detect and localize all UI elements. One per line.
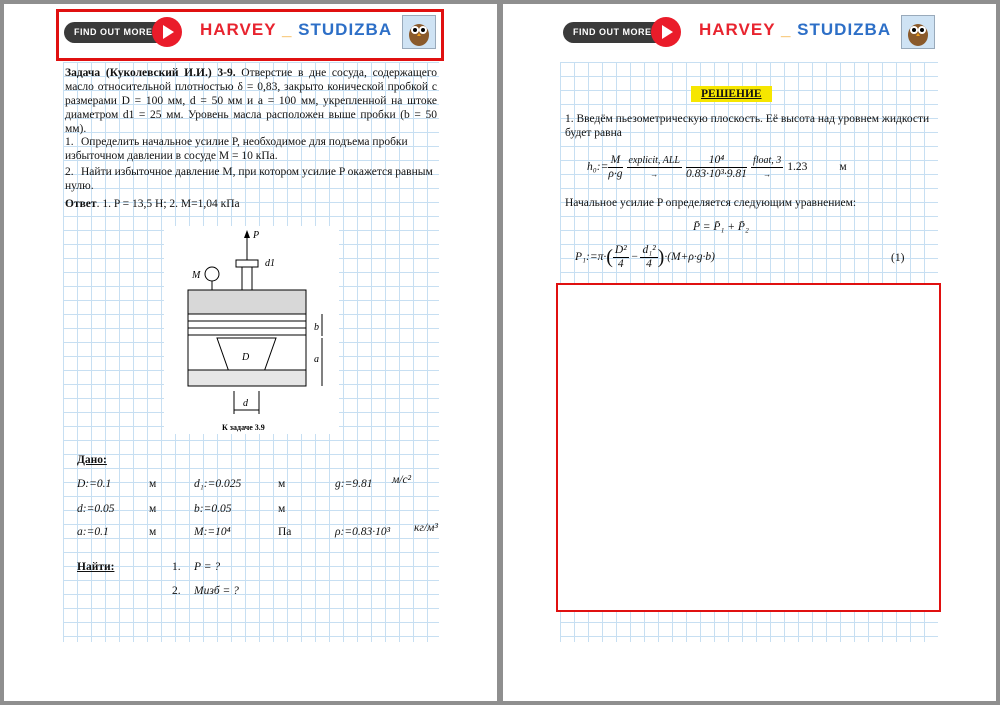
given-b-unit: м [278,503,286,515]
h0-equation [587,150,847,184]
answer-text: . 1. P = 13,5 Н; 2. M=1,04 кПа [96,198,240,210]
given-D-unit: м [149,478,157,490]
question-1: 1. Определить начальное усилие P, необходимое для подъема пробки избыточном давлении в сосуде M = 10 кПа. [65,136,408,162]
given-g: g:=9.81 [335,478,373,490]
left-page [4,4,497,701]
figure-caption: К задаче 3.9 [222,423,265,432]
given-b: b:=0.05 [194,503,232,515]
brand-part-3: STUDIZBA [298,20,393,39]
p1-equation-number: (1) [891,252,905,264]
given-d: d:=0.05 [77,503,115,515]
given-a-unit: м [149,526,157,538]
find-2-expr: Mизб = ? [194,585,239,597]
brand-part-3-right: STUDIZBA [797,20,892,39]
given-d1: d₁:=0.025 [194,478,242,490]
label-big-d: D [242,352,250,363]
brand-part-2: _ [281,20,293,39]
play-icon [152,17,182,47]
h0-num2: 10⁴ [686,154,747,168]
find-label: Найти: [77,561,115,573]
h0-fraction-2 [686,154,747,181]
label-p: P [253,230,260,241]
cta-label-right: FIND OUT MORE [563,22,667,43]
question-1-text: Определить начальное усилие P, необходимое для подъема пробки избыточном давлении в сосуде M = 10 кПа. [65,136,408,162]
h0-unit: м [839,161,847,173]
label-b: b [314,322,319,333]
h0-op1: $\frac{\text{explicit, ALL}}{\to}$ [628,154,680,179]
question-2: 2. Найти избыточное давление M, при котором усилие P окажется равным нулю. [65,166,433,192]
brand-part-2-right: _ [780,20,792,39]
brand-part-1: HARVEY [200,20,277,39]
brand-part-1-right: HARVEY [699,20,776,39]
brand-logo[interactable] [200,20,392,40]
label-d1: d1 [265,258,275,269]
question-2-text: Найти избыточное давление M, при котором усилие P окажется равным нулю. [65,166,433,192]
problem-statement [65,66,437,136]
given-M: M:=10⁴ [194,526,231,538]
given-rho: ρ:=0.83·10³ [335,526,391,538]
given-M-unit: Па [278,526,292,538]
given-D: D:=0.1 [77,478,112,490]
h0-op2-label: float, 3 [752,154,782,166]
owl-avatar-icon-right [901,15,935,49]
h0-den2: 0.83·10³·9.81 [685,167,747,180]
given-d-unit: м [149,503,157,515]
given-d1-unit: м [278,478,286,490]
h0-lhs: h₀:= [587,161,609,173]
given-g-unit: м/с² [392,474,412,486]
p1-lhs: P₁:=π· [575,251,607,263]
p1-frac1-den: 4 [617,257,624,270]
problem-figure [164,226,339,434]
h0-num: M [608,154,622,168]
p-equation: P̄ = P̄₁ + P̄₂ [693,221,749,233]
p1-frac2-den: 4 [646,257,652,270]
right-page [503,4,996,701]
p1-equation: P₁:=π· ( $\frac{\text{D²}}{4}$ − $\frac{\text{d₁²}}{4}$ ) ·(M+ρ·g·b) [575,243,715,270]
h0-fraction [608,154,622,181]
p1-frac2 [640,244,657,271]
h0-op1-label: explicit, ALL [628,154,680,166]
play-icon-right [651,17,681,47]
highlight-box [556,283,941,612]
label-m: M [192,270,201,281]
h0-op2: $\frac{\text{float, 3}}{\to}$ [752,154,782,179]
p1-frac1-num: D² [614,243,627,256]
h0-result: 1.23 [787,161,808,173]
step-1-text: 1. Введём пьезометрическую плоскость. Её высота над уровнем жидкости будет равна [565,113,930,139]
problem-text: Отверстие в дне сосуда, содержащего масло относительной плотностью δ = 0,83, закрыто конической пробкой с размерами D = 100 мм, d = 50 мм и a = 100 мм, укрепленной на штоке диаметром d1 = 25 мм. Уровень масла расположен выше пробки (b = 50 мм). [65,67,437,135]
p1-frac2-num: d₁² [642,243,656,256]
answer-label: Ответ [65,198,97,210]
given-a: a:=0.1 [77,526,109,538]
given-rho-unit: кг/м³ [414,522,438,534]
p-description: Начальное усилие P определяется следующим уравнением: [565,197,857,209]
find-1-expr: P = ? [194,561,221,573]
answer-line [65,197,240,211]
h0-den: ρ·g [608,167,623,180]
label-a: a [314,354,319,365]
find-1-num: 1. [172,561,181,573]
given-label: Дано: [77,454,107,466]
cta-label: FIND OUT MORE [64,22,168,43]
label-small-d: d [243,398,248,409]
problem-title: Задача (Куколевский И.И.) 3-9. [65,67,236,79]
p1-tail: ·(M+ρ·g·b) [664,251,715,263]
p1-frac1 [613,244,629,271]
solution-heading: РЕШЕНИЕ [691,86,772,102]
brand-logo-right[interactable] [699,20,891,40]
find-2-num: 2. [172,585,181,597]
owl-avatar-icon [402,15,436,49]
